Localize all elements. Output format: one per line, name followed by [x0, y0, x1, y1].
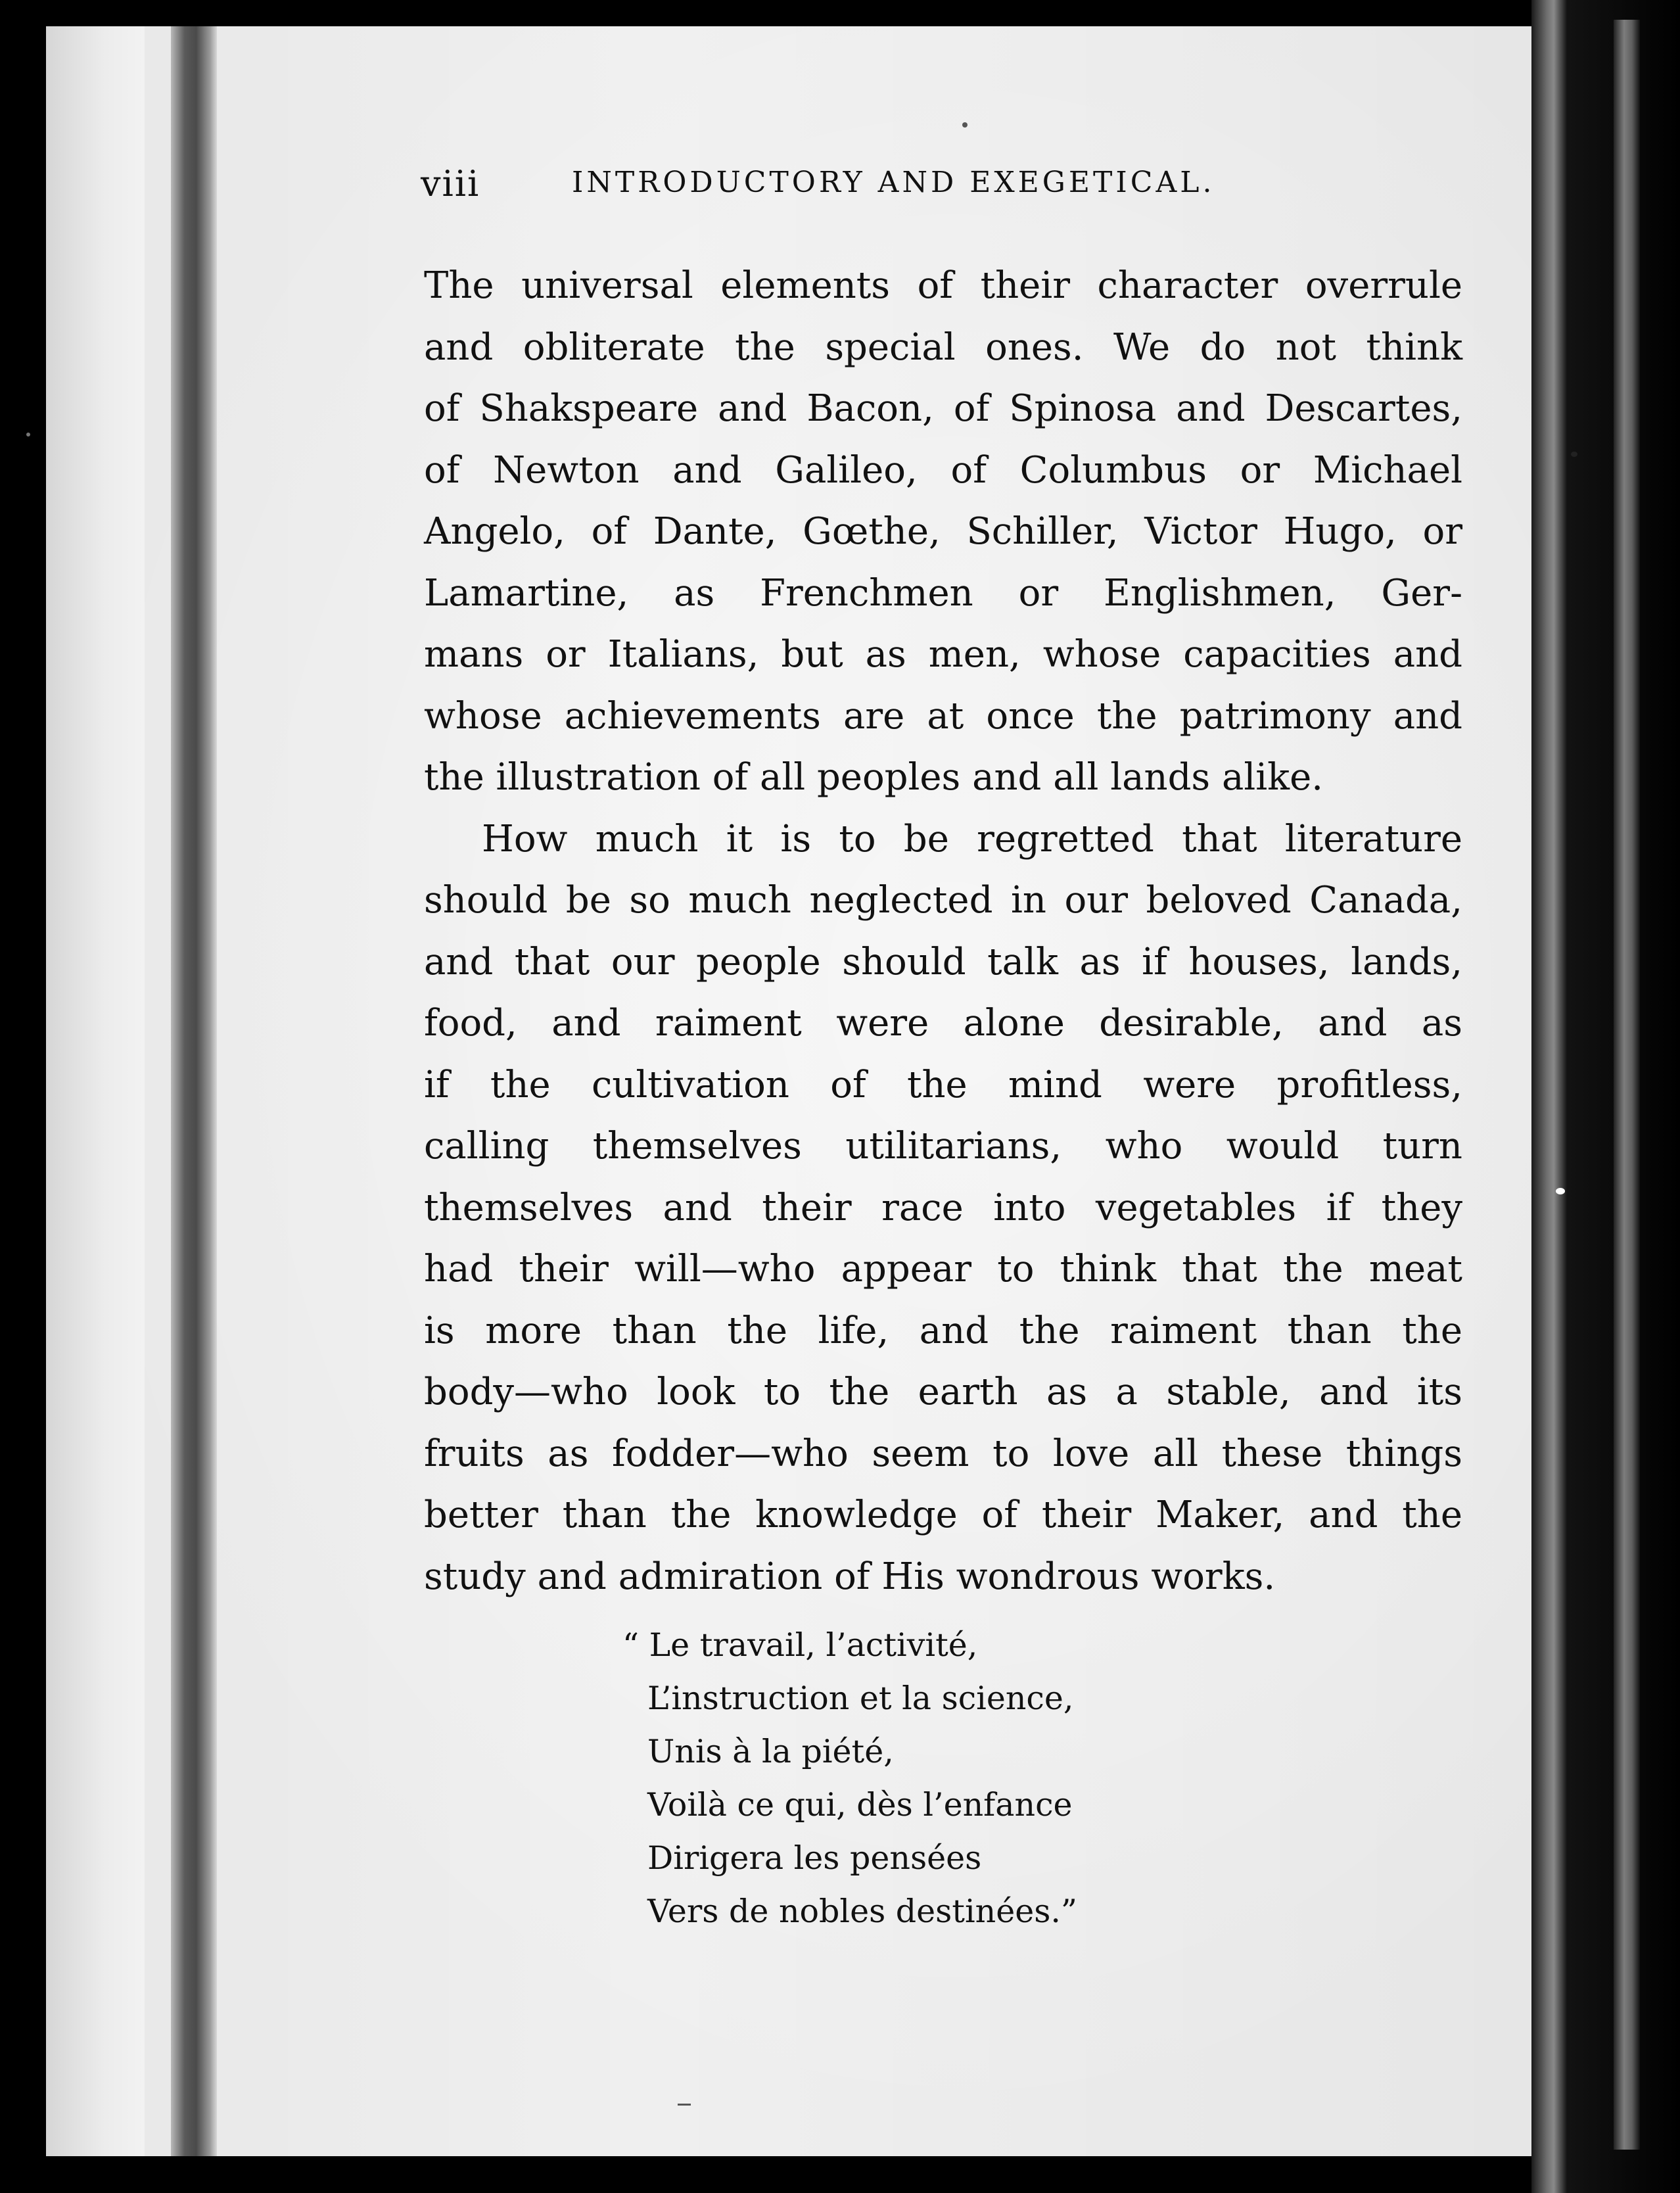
text-line: The universal elements of their character overrule	[424, 264, 1462, 307]
scan-speck	[678, 2104, 691, 2106]
page-edge-shadow	[1531, 0, 1680, 2193]
text-line: How much it is to be regretted that literature	[482, 817, 1462, 861]
paragraph-1	[424, 255, 1462, 809]
text-line: and obliterate the special ones. We do not think	[424, 325, 1462, 369]
page-number: viii	[421, 163, 480, 204]
verse-line: L’instruction et la science,	[647, 1680, 1074, 1717]
text-line: themselves and their race into vegetables if they	[424, 1186, 1462, 1229]
text-line: fruits as fodder—who seem to love all these things	[424, 1432, 1462, 1475]
text-line: the illustration of all peoples and all lands alike.	[424, 756, 1324, 799]
text-line: had their will—who appear to think that the meat	[424, 1248, 1462, 1290]
text-line: is more than the life, and the raiment than the	[424, 1309, 1462, 1352]
text-line: food, and raiment were alone desirable, and as	[424, 1002, 1462, 1045]
page-margin-left	[46, 26, 145, 2156]
text-line: better than the knowledge of their Maker, and the	[424, 1494, 1462, 1536]
text-line: whose achievements are at once the patrimony and	[424, 694, 1462, 738]
verse-line: Dirigera les pensées	[647, 1839, 982, 1877]
page-edge-strip	[1614, 20, 1640, 2150]
verse-line: Vers de nobles destinées.”	[647, 1893, 1077, 1930]
text-line: Angelo, of Dante, Gœthe, Schiller, Victor Hugo, or	[424, 510, 1462, 553]
text-line: calling themselves utilitarians, who would turn	[424, 1125, 1462, 1167]
page-header	[421, 156, 1308, 216]
scan-speck	[1571, 452, 1577, 457]
verse-line: Unis à la piété,	[647, 1733, 894, 1770]
body-text	[424, 255, 1462, 1607]
text-line: body—who look to the earth as a stable, and its	[424, 1371, 1462, 1413]
scan-speck	[962, 122, 968, 128]
paragraph-2	[424, 809, 1462, 1608]
running-head: INTRODUCTORY AND EXEGETICAL.	[572, 166, 1215, 199]
text-line: of Shakspeare and Bacon, of Spinosa and Descartes,	[424, 387, 1462, 430]
scan-speck	[1556, 1188, 1565, 1194]
text-line: study and admiration of His wondrous works.	[424, 1555, 1276, 1598]
text-line: if the cultivation of the mind were profitless,	[424, 1063, 1462, 1106]
text-line: should be so much neglected in our beloved Canada,	[424, 879, 1462, 922]
spine-shadow	[171, 26, 217, 2156]
verse-quotation	[622, 1618, 1077, 1938]
text-line: Lamartine, as Frenchmen or Englishmen, Ger-	[424, 571, 1462, 615]
verse-line: “ Le travail, l’activité,	[622, 1626, 978, 1664]
verse-line: Voilà ce qui, dès l’enfance	[647, 1786, 1073, 1824]
text-line: of Newton and Galileo, of Columbus or Michael	[424, 448, 1462, 492]
scan-speck	[26, 433, 30, 436]
text-line: and that our people should talk as if houses, lands,	[424, 940, 1462, 983]
text-line: mans or Italians, but as men, whose capacities and	[424, 633, 1462, 676]
